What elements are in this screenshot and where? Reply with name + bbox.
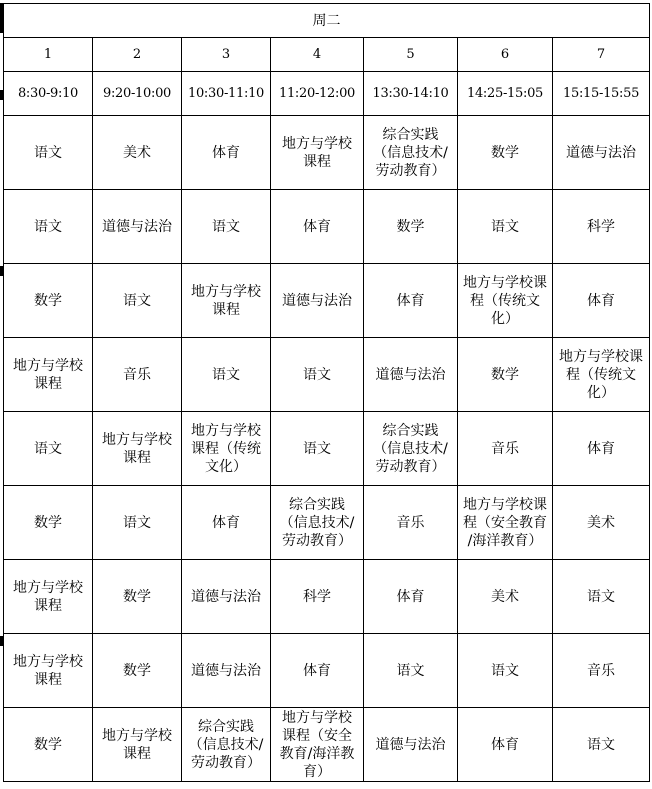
course-cell: 地方与学校 课程 bbox=[4, 634, 93, 708]
period-time: 11:20-12:00 bbox=[271, 72, 364, 116]
course-cell: 美术 bbox=[553, 486, 650, 560]
course-cell: 地方与学校 课程 bbox=[182, 264, 271, 338]
schedule-table bbox=[3, 3, 650, 782]
course-cell: 音乐 bbox=[93, 338, 182, 412]
course-cell: 美术 bbox=[93, 116, 182, 190]
class-row bbox=[4, 486, 650, 560]
course-cell: 科学 bbox=[553, 190, 650, 264]
course-cell: 体育 bbox=[364, 264, 458, 338]
class-row bbox=[4, 190, 650, 264]
period-number: 2 bbox=[93, 38, 182, 72]
course-cell: 道德与法治 bbox=[182, 634, 271, 708]
class-row bbox=[4, 634, 650, 708]
period-number: 4 bbox=[271, 38, 364, 72]
course-cell: 体育 bbox=[553, 412, 650, 486]
course-cell: 道德与法治 bbox=[553, 116, 650, 190]
class-row bbox=[4, 708, 650, 782]
period-time: 15:15-15:55 bbox=[553, 72, 650, 116]
course-cell: 道德与法治 bbox=[182, 560, 271, 634]
course-cell: 语文 bbox=[458, 190, 553, 264]
course-cell: 体育 bbox=[182, 116, 271, 190]
course-cell: 语文 bbox=[93, 264, 182, 338]
period-time-row bbox=[4, 72, 650, 116]
course-cell: 数学 bbox=[93, 560, 182, 634]
course-cell: 语文 bbox=[4, 116, 93, 190]
period-number: 3 bbox=[182, 38, 271, 72]
course-cell: 语文 bbox=[364, 634, 458, 708]
course-cell: 地方与学校 课程 bbox=[271, 116, 364, 190]
class-row bbox=[4, 560, 650, 634]
course-cell: 地方与学校 课程 bbox=[4, 338, 93, 412]
course-cell: 数学 bbox=[93, 634, 182, 708]
period-time: 9:20-10:00 bbox=[93, 72, 182, 116]
class-row bbox=[4, 116, 650, 190]
course-cell: 地方与学校 课程（安全 教育/海洋教 育） bbox=[271, 708, 364, 782]
course-cell: 体育 bbox=[458, 708, 553, 782]
course-cell: 语文 bbox=[271, 338, 364, 412]
course-cell: 音乐 bbox=[553, 634, 650, 708]
class-row bbox=[4, 264, 650, 338]
course-cell: 语文 bbox=[553, 708, 650, 782]
period-number: 6 bbox=[458, 38, 553, 72]
course-cell: 地方与学校 课程 bbox=[93, 708, 182, 782]
course-cell: 地方与学校 课程 bbox=[4, 560, 93, 634]
course-cell: 数学 bbox=[4, 708, 93, 782]
period-time: 13:30-14:10 bbox=[364, 72, 458, 116]
course-cell: 道德与法治 bbox=[93, 190, 182, 264]
course-cell: 地方与学校 课程 bbox=[93, 412, 182, 486]
period-number: 1 bbox=[4, 38, 93, 72]
course-cell: 数学 bbox=[4, 486, 93, 560]
course-cell: 数学 bbox=[4, 264, 93, 338]
period-number: 5 bbox=[364, 38, 458, 72]
period-time: 10:30-11:10 bbox=[182, 72, 271, 116]
period-number: 7 bbox=[553, 38, 650, 72]
course-cell: 体育 bbox=[271, 634, 364, 708]
course-cell: 体育 bbox=[271, 190, 364, 264]
course-cell: 地方与学校课 程（传统文 化） bbox=[458, 264, 553, 338]
period-time: 8:30-9:10 bbox=[4, 72, 93, 116]
course-cell: 道德与法治 bbox=[364, 338, 458, 412]
course-cell: 体育 bbox=[182, 486, 271, 560]
course-cell: 语文 bbox=[93, 486, 182, 560]
course-cell: 综合实践 （信息技术/ 劳动教育） bbox=[364, 116, 458, 190]
course-cell: 地方与学校课 程（安全教育 /海洋教育） bbox=[458, 486, 553, 560]
course-cell: 地方与学校 课程（传统 文化） bbox=[182, 412, 271, 486]
day-header-row bbox=[4, 4, 650, 38]
period-number-row bbox=[4, 38, 650, 72]
course-cell: 数学 bbox=[364, 190, 458, 264]
period-time: 14:25-15:05 bbox=[458, 72, 553, 116]
course-cell: 体育 bbox=[553, 264, 650, 338]
course-cell: 美术 bbox=[458, 560, 553, 634]
course-cell: 数学 bbox=[458, 116, 553, 190]
class-row bbox=[4, 412, 650, 486]
course-cell: 语文 bbox=[553, 560, 650, 634]
course-cell: 综合实践 （信息技术/ 劳动教育） bbox=[182, 708, 271, 782]
course-cell: 语文 bbox=[182, 190, 271, 264]
day-title: 周二 bbox=[4, 4, 650, 38]
course-cell: 地方与学校课 程（传统文 化） bbox=[553, 338, 650, 412]
course-cell: 数学 bbox=[458, 338, 553, 412]
course-cell: 语文 bbox=[271, 412, 364, 486]
course-cell: 语文 bbox=[4, 412, 93, 486]
course-cell: 道德与法治 bbox=[271, 264, 364, 338]
course-cell: 综合实践 （信息技术/ 劳动教育） bbox=[271, 486, 364, 560]
course-cell: 音乐 bbox=[458, 412, 553, 486]
course-cell: 体育 bbox=[364, 560, 458, 634]
course-cell: 语文 bbox=[4, 190, 93, 264]
course-cell: 综合实践 （信息技术/ 劳动教育） bbox=[364, 412, 458, 486]
class-row bbox=[4, 338, 650, 412]
course-cell: 道德与法治 bbox=[364, 708, 458, 782]
course-cell: 音乐 bbox=[364, 486, 458, 560]
course-cell: 语文 bbox=[458, 634, 553, 708]
course-cell: 科学 bbox=[271, 560, 364, 634]
course-cell: 语文 bbox=[182, 338, 271, 412]
